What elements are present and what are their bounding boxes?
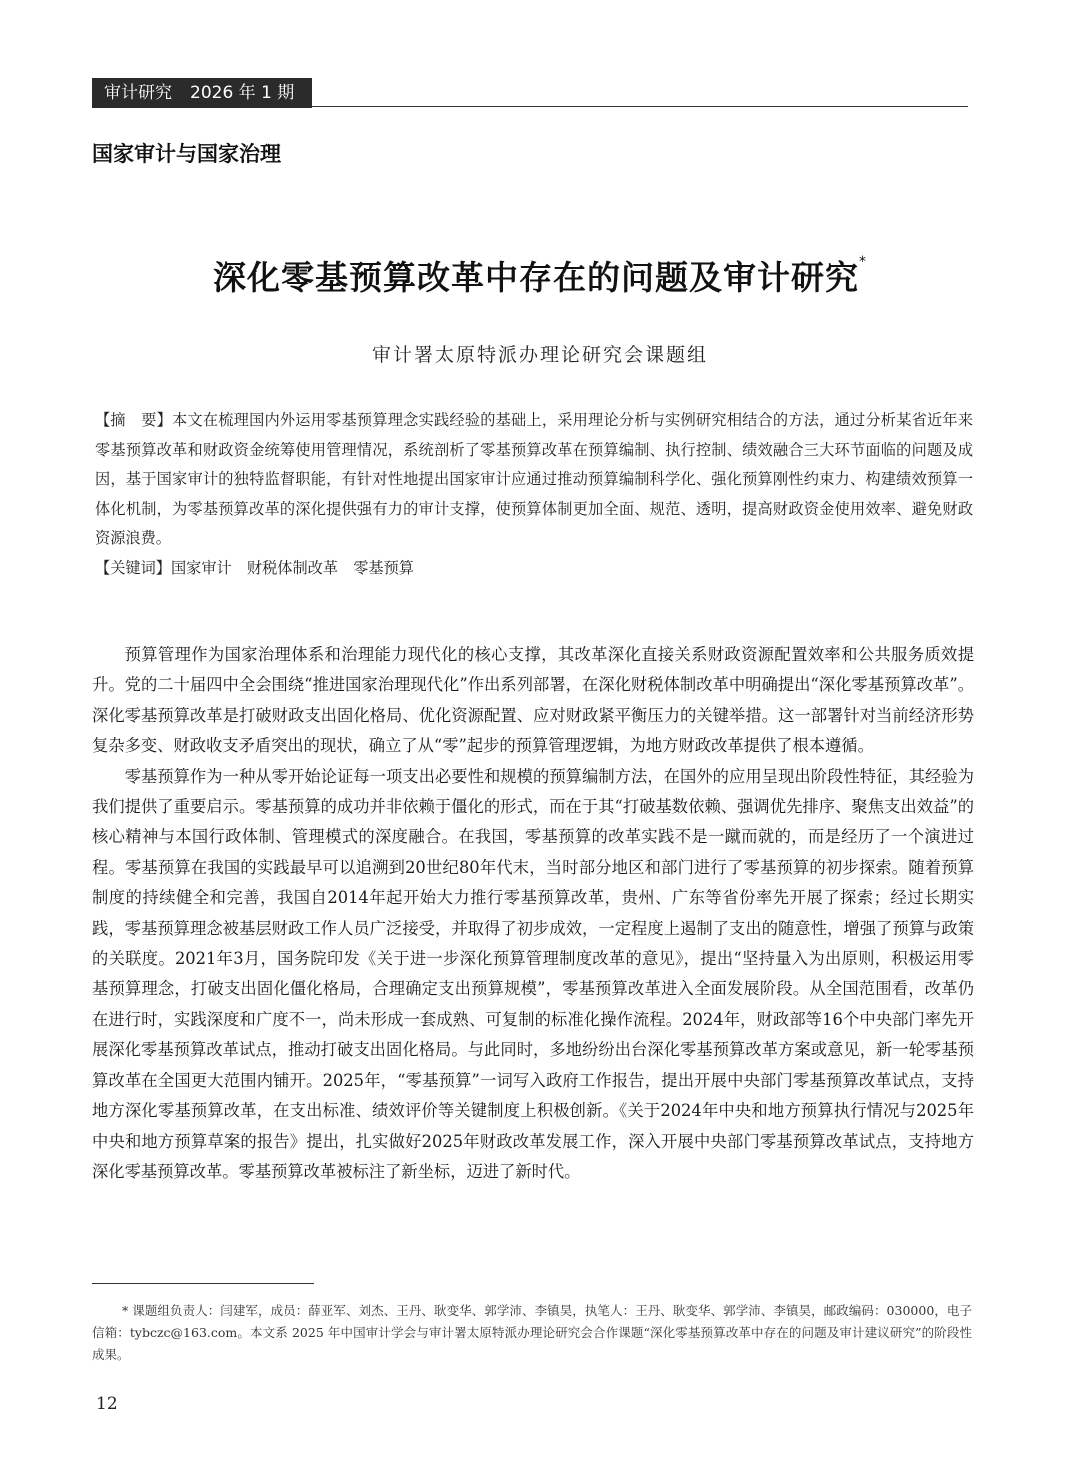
journal-header-label [92,78,312,108]
keywords-text: 国家审计 财税体制改革 零基预算 [170,558,414,577]
footnote-text: * 课题组负责人：闫建军，成员：薛亚军、刘杰、王丹、耿变华、郭学沛、李镇昊，执笔人：王丹、耿变华、郭学沛、李镇昊，邮政编码：030000，电子信箱：tybczc@163.com。本文系 2025 年中国审计学会与审计署太原特派办理论研究会合作课题“深化零基预算改革中存在的问题及审计建议研究”的阶段性成果。 [92,1303,972,1362]
journal-issue: 2026 年 1 期 [190,83,295,103]
body-paragraph: 预算管理作为国家治理体系和治理能力现代化的核心支撑，其改革深化直接关系财政资源配置效率和公共服务质效提升。党的二十届四中全会围绕“推进国家治理现代化”作出系列部署，在深化财税体制改革中明确提出“深化零基预算改革”。深化零基预算改革是打破财政支出固化格局、优化资源配置、应对财政紧平衡压力的关键举措。这一部署针对当前经济形势复杂多变、财政收支矛盾突出的现状，确立了从“零”起步的预算管理逻辑，为地方财政改革提供了根本遵循。 [92,645,974,756]
abstract-block [95,406,973,583]
article-title: 深化零基预算改革中存在的问题及审计研究 [213,258,859,297]
abstract-text: 本文在梳理国内外运用零基预算理念实践经验的基础上，采用理论分析与实例研究相结合的方法，通过分析某省近年来零基预算改革和财政资金统筹使用管理情况，系统剖析了零基预算改革在预算编制、执行控制、绩效融合三大环节面临的问题及成因，基于国家审计的独特监督职能，有针对性地提出国家审计应通过推动预算编制科学化、强化预算刚性约束力、构建绩效预算一体化机制，为零基预算改革的深化提供强有力的审计支撑，使预算体制更加全面、规范、透明，提高财政资金使用效率、避免财政资源浪费。 [95,411,974,547]
article-author: 审计署太原特派办理论研究会课题组 [371,344,708,366]
body-paragraph: 零基预算作为一种从零开始论证每一项支出必要性和规模的预算编制方法，在国外的应用呈现出阶段性特征，其经验为我们提供了重要启示。零基预算的成功并非依赖于僵化的形式，而在于其“打破基数依赖、强调优先排序、聚焦支出效益”的核心精神与本国行政体制、管理模式的深度融合。在我国，零基预算的改革实践不是一蹴而就的，而是经历了一个演进过程。零基预算在我国的实践最早可以追溯到20世纪80年代末，当时部分地区和部门进行了零基预算的初步探索。随着预算制度的持续健全和完善，我国自2014年起开始大力推行零基预算改革，贵州、广东等省份率先开展了探索；经过长期实践，零基预算理念被基层财政工作人员广泛接受，并取得了初步成效，一定程度上遏制了支出的随意性，增强了预算与政策的关联度。2021年3月，国务院印发《关于进一步深化预算管理制度改革的意见》，提出“坚持量入为出原则，积极运用零基预算理念，打破支出固化僵化格局，合理确定支出预算规模”，零基预算改革进入全面发展阶段。从全国范围看，改革仍在进行时，实践深度和广度不一，尚未形成一套成熟、可复制的标准化操作流程。2024年，财政部等16个中央部门率先开展深化零基预算改革试点，推动打破支出固化格局。与此同时，多地纷纷出台深化零基预算改革方案或意见，新一轮零基预算改革在全国更大范围内铺开。2025年，“零基预算”一词写入政府工作报告，提出开展中央部门零基预算改革试点，支持地方深化零基预算改革，在支出标准、绩效评价等关键制度上积极创新。《关于2024年中央和地方预算执行情况与2025年中央和地方预算草案的报告》提出，扎实做好2025年财政改革发展工作，深入开展中央部门零基预算改革试点，支持地方深化零基预算改革。零基预算改革被标注了新坐标，迈进了新时代。 [92,766,974,1181]
article-body [92,640,974,1187]
abstract-label: 【摘 要】 [95,411,173,429]
journal-name: 审计研究 [104,83,172,103]
keywords-paragraph [95,554,973,584]
section-title: 国家审计与国家治理 [92,142,281,166]
footnote-rule [92,1283,314,1284]
page-number: 12 [96,1394,118,1414]
footnote-block [92,1300,972,1366]
abstract-paragraph [95,406,973,554]
header-rule [312,106,968,107]
keywords-label: 【关键词】 [95,558,171,577]
title-footnote-mark: * [859,254,867,270]
article-title-block [0,252,1080,299]
